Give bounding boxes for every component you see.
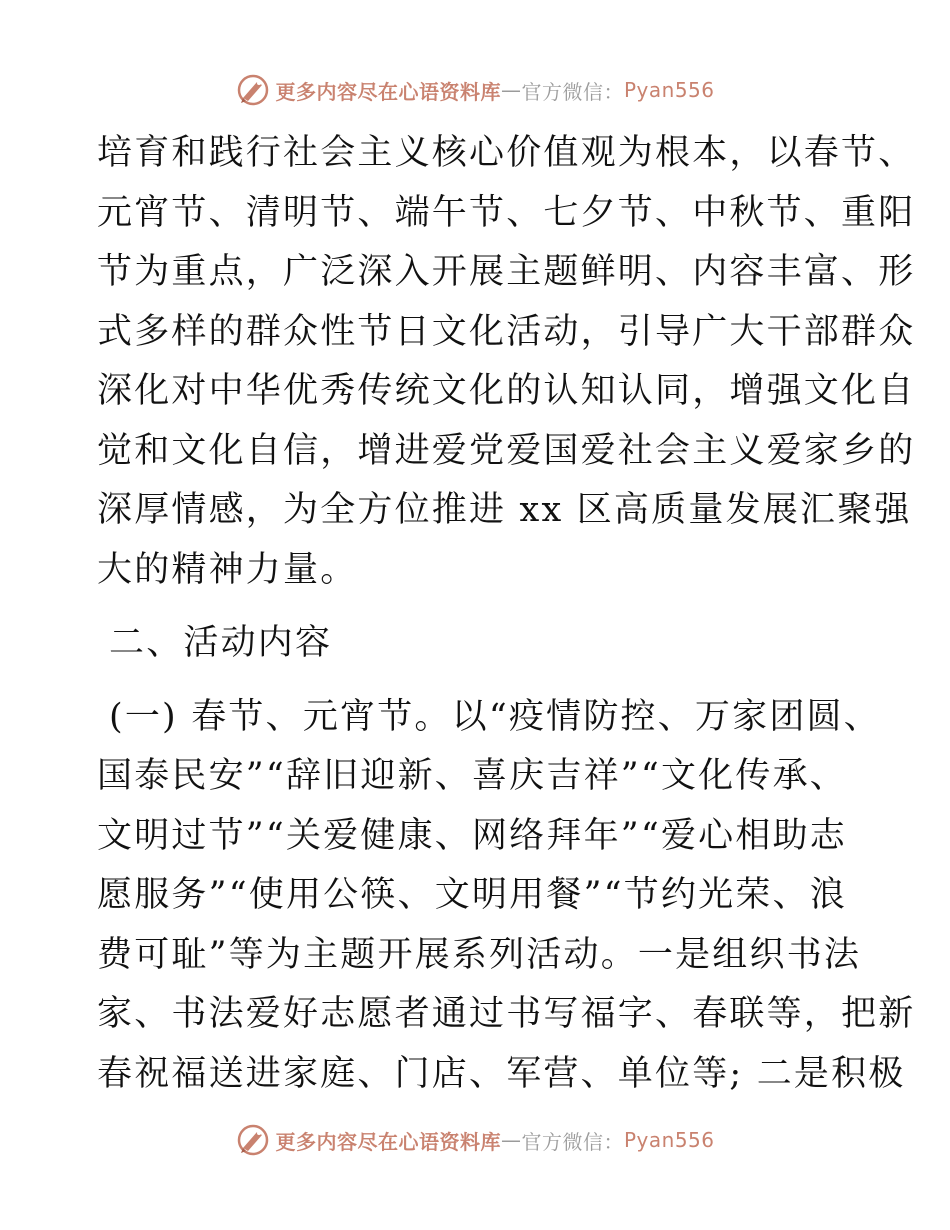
text-line: 深化对中华优秀传统文化的认知认同，增强文化自 [97,371,916,411]
section-heading: 二、活动内容 [109,623,333,663]
header-dash: — [500,78,522,102]
text-line: 深厚情感，为全方位推进 xx 区高质量发展汇聚强 [97,490,912,530]
header-wechat-label: 官方微信： [521,79,624,104]
header-wechat-id: Pyan556 [623,78,715,102]
pen-logo-icon [235,72,271,108]
header-site-text: 更多内容尽在心语资料库 [275,79,501,104]
paragraph-1 [97,124,916,600]
text-line: 费可耻”等为主题开展系列活动。一是组织书法 [97,934,862,975]
text-line: 元宵节、清明节、端午节、七夕节、中秋节、重阳 [97,192,916,233]
footer-banner [0,1120,950,1160]
text-line: 文明过节”“关爱健康、网络拜年”“爱心相助志 [97,815,847,856]
paragraph-2 [97,688,916,1105]
document-body [97,124,916,1104]
footer-wechat-label: 官方微信： [521,1129,624,1154]
text-line: (一) 春节、元宵节。以“疫情防控、万家团圆、 [109,696,881,737]
text-line: 式多样的群众性节日文化活动，引导广大干部群众 [97,311,916,352]
text-line: 愿服务”“使用公筷、文明用餐”“节约光荣、浪 [97,875,847,915]
footer-site-text: 更多内容尽在心语资料库 [275,1129,501,1154]
text-line: 培育和践行社会主义核心价值观为根本，以春节、 [97,133,916,173]
pen-logo-icon [235,1122,271,1158]
text-line: 国泰民安”“辞旧迎新、喜庆吉祥”“文化传承、 [97,756,847,796]
text-line: 大的精神力量。 [97,549,358,590]
text-line: 节为重点，广泛深入开展主题鲜明、内容丰富、形 [97,252,916,292]
footer-dash: — [500,1128,522,1152]
footer-wechat-id: Pyan556 [623,1128,715,1152]
text-line: 家、书法爱好志愿者通过书写福字、春联等，把新 [97,994,916,1034]
text-line: 春祝福送进家庭、门店、军营、单位等; 二是积极 [97,1053,906,1094]
header-banner [0,70,950,110]
text-line: 觉和文化自信，增进爱党爱国爱社会主义爱家乡的 [97,430,916,471]
